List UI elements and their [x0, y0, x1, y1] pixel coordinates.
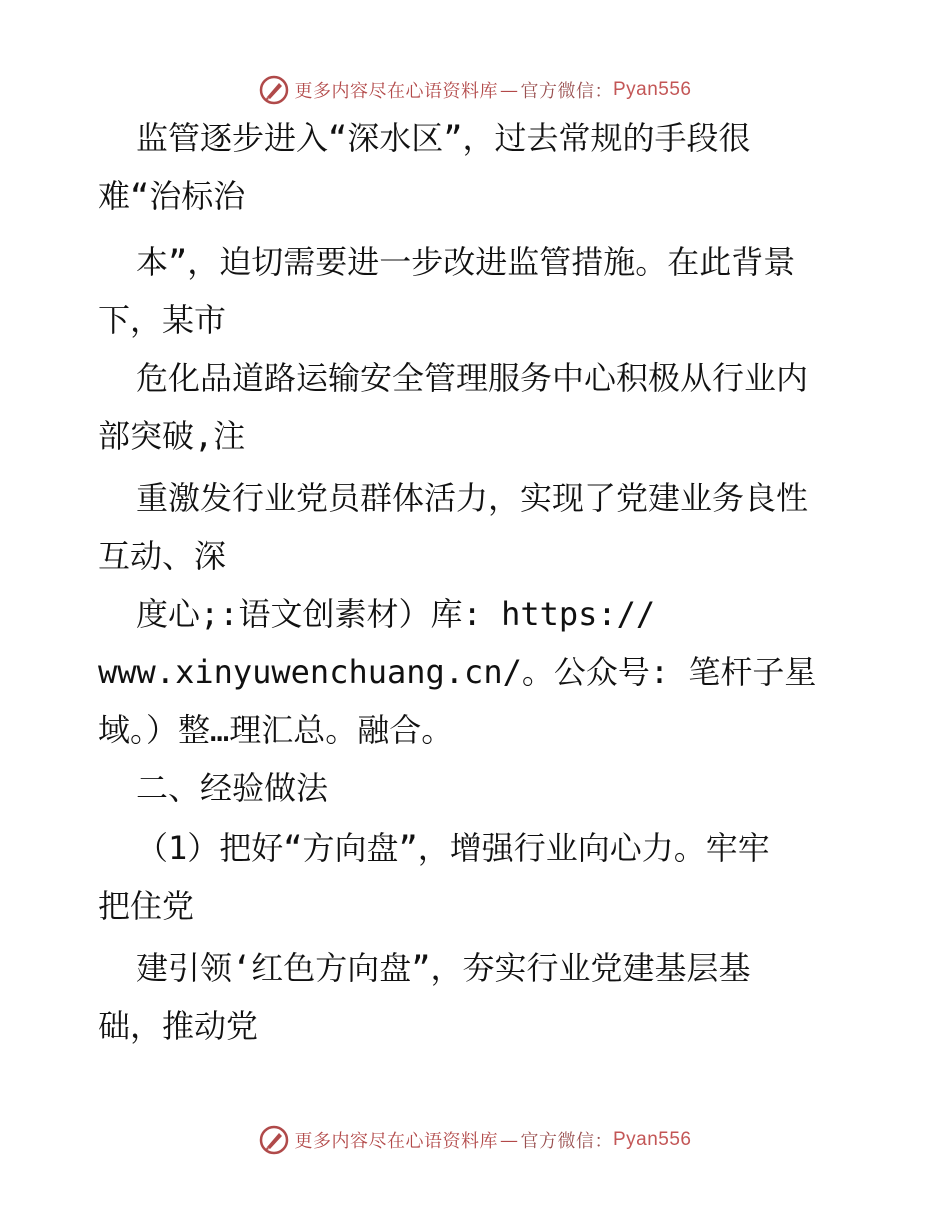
header-wechat-id: Pyan556 — [612, 79, 692, 100]
footer-banner — [0, 1120, 950, 1160]
body-line: 互动、深 — [98, 537, 227, 575]
body-line: 下，某市 — [98, 301, 227, 339]
footer-wechat-label: 官方微信： — [520, 1131, 613, 1152]
header-banner — [0, 70, 950, 110]
body-line: 难“治标治 — [98, 177, 246, 215]
body-line: （1）把好“方向盘”，增强行业向心力。牢牢 — [136, 829, 770, 867]
body-line: 监管逐步进入“深水区”，过去常规的手段很 — [136, 119, 751, 157]
pen-logo-icon — [258, 74, 290, 106]
body-line: 建引领‘红色方向盘”，夯实行业党建基层基 — [136, 949, 751, 987]
section-heading: 二、经验做法 — [136, 769, 329, 807]
body-line: 重激发行业党员群体活力，实现了党建业务良性 — [136, 479, 809, 517]
body-line: www.xinyuwenchuang.cn/。公众号: 笔杆子星 — [98, 653, 817, 691]
body-line: 度心;:语文创素材）库: https:// — [136, 595, 656, 633]
body-line: 部突破,注 — [98, 417, 246, 455]
header-brand: 更多内容尽在心语资料库 — [294, 81, 498, 102]
body-line: 本”，迫切需要进一步改进监管措施。在此背景 — [136, 243, 796, 281]
footer-brand: 更多内容尽在心语资料库 — [294, 1131, 498, 1152]
footer-separator: — — [499, 1129, 519, 1151]
body-line: 域。）整…理汇总。融合。 — [98, 711, 454, 749]
pen-logo-icon — [258, 1124, 290, 1156]
header-separator: — — [499, 79, 519, 101]
body-line: 础，推动党 — [98, 1007, 259, 1045]
body-line: 把住党 — [98, 887, 195, 925]
body-line: 危化品道路运输安全管理服务中心积极从行业内 — [136, 359, 809, 397]
header-wechat-label: 官方微信： — [520, 81, 613, 102]
footer-wechat-id: Pyan556 — [612, 1129, 692, 1150]
